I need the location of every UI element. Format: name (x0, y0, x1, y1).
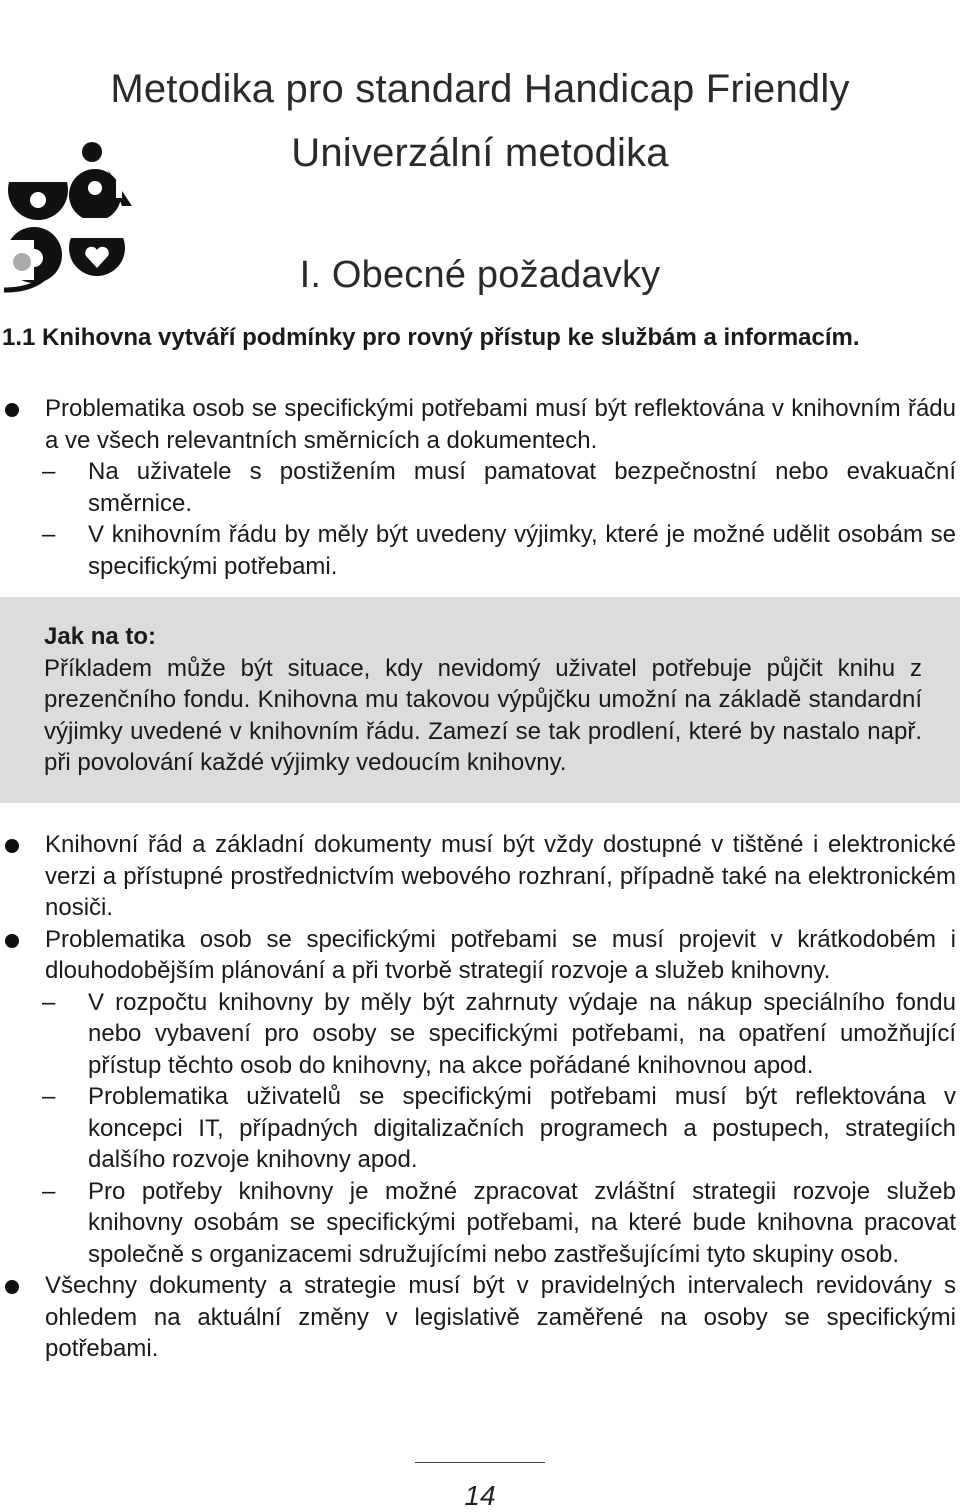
list-item: Všechny dokumenty a strategie musí být v pravidelných intervalech revidovány s ohledem na aktuální změny v legislativě zaměřené na osoby se specifickými potřebami. (0, 1270, 960, 1365)
list-item: Knihovní řád a základní dokumenty musí být vždy dostupné v tištěné i elektronické verzi a přístupné prostřednictvím webového rozhraní, případně také na elektronickém nosiči. (0, 829, 960, 924)
list-subitem: – Na uživatele s postižením musí pamatovat bezpečnostní nebo evakuační směrnice. (0, 456, 960, 519)
document-subtitle: Univerzální metodika (291, 131, 669, 175)
page-number: 14 (464, 1480, 496, 1511)
how-to-box (0, 597, 960, 803)
requirements-list-2 (0, 829, 960, 1365)
requirements-list-1 (0, 393, 960, 582)
how-to-heading: Jak na to: (44, 623, 157, 650)
list-subitem: – V rozpočtu knihovny by měly být zahrnuty výdaje na nákup speciálního fondu nebo vybavení pro osoby se specifickými potřebami, na opatření umožňující přístup těchto osob do knihovny, na akce pořádané knihovnou apod. (0, 987, 960, 1082)
list-subitem: – V knihovním řádu by měly být uvedeny výjimky, které je možné udělit osobám se specifickými potřebami. (0, 519, 960, 582)
list-subitem: – Problematika uživatelů se specifickými potřebami musí být reflektována v koncepci IT, případných digitalizačních programech a postupech, strategiích dalšího rozvoje knihovny apod. (0, 1081, 960, 1176)
list-item: Problematika osob se specifickými potřebami se musí projevit v krátkodobém i dlouhodobějším plánování a při tvorbě strategií rozvoje a služeb knihovny. (0, 924, 960, 987)
section-heading: 1.1 Knihovna vytváří podmínky pro rovný přístup ke službám a informacím. (2, 324, 860, 351)
footer-divider (415, 1462, 545, 1463)
document-title: Metodika pro standard Handicap Friendly (110, 67, 850, 111)
chapter-title: I. Obecné požadavky (299, 254, 661, 296)
how-to-text: Příkladem může být situace, kdy nevidomý uživatel potřebuje půjčit knihu z prezenčního fondu. Knihovna mu takovou výpůjčku umožní na základě standardní výjimky uvedené v knihovním řádu. Zamezí se tak prodlení, které by nastalo např. při povolování každé výjimky vedoucím knihovny. (44, 654, 922, 776)
list-item: Problematika osob se specifickými potřebami musí být reflektována v knihovním řádu a ve všech relevantních směrnicích a dokumentech. (0, 393, 960, 456)
hearing-impairment-icon (4, 227, 62, 290)
mental-disability-icon (66, 218, 128, 276)
list-subitem: – Pro potřeby knihovny je možné zpracovat zvláštní strategii rozvoje služeb knihovny osobám se specifickými potřebami, na které bude knihovna pracovat společně s organizacemi sdružujícími nebo zastřešujícími tyto skupiny osob. (0, 1176, 960, 1271)
